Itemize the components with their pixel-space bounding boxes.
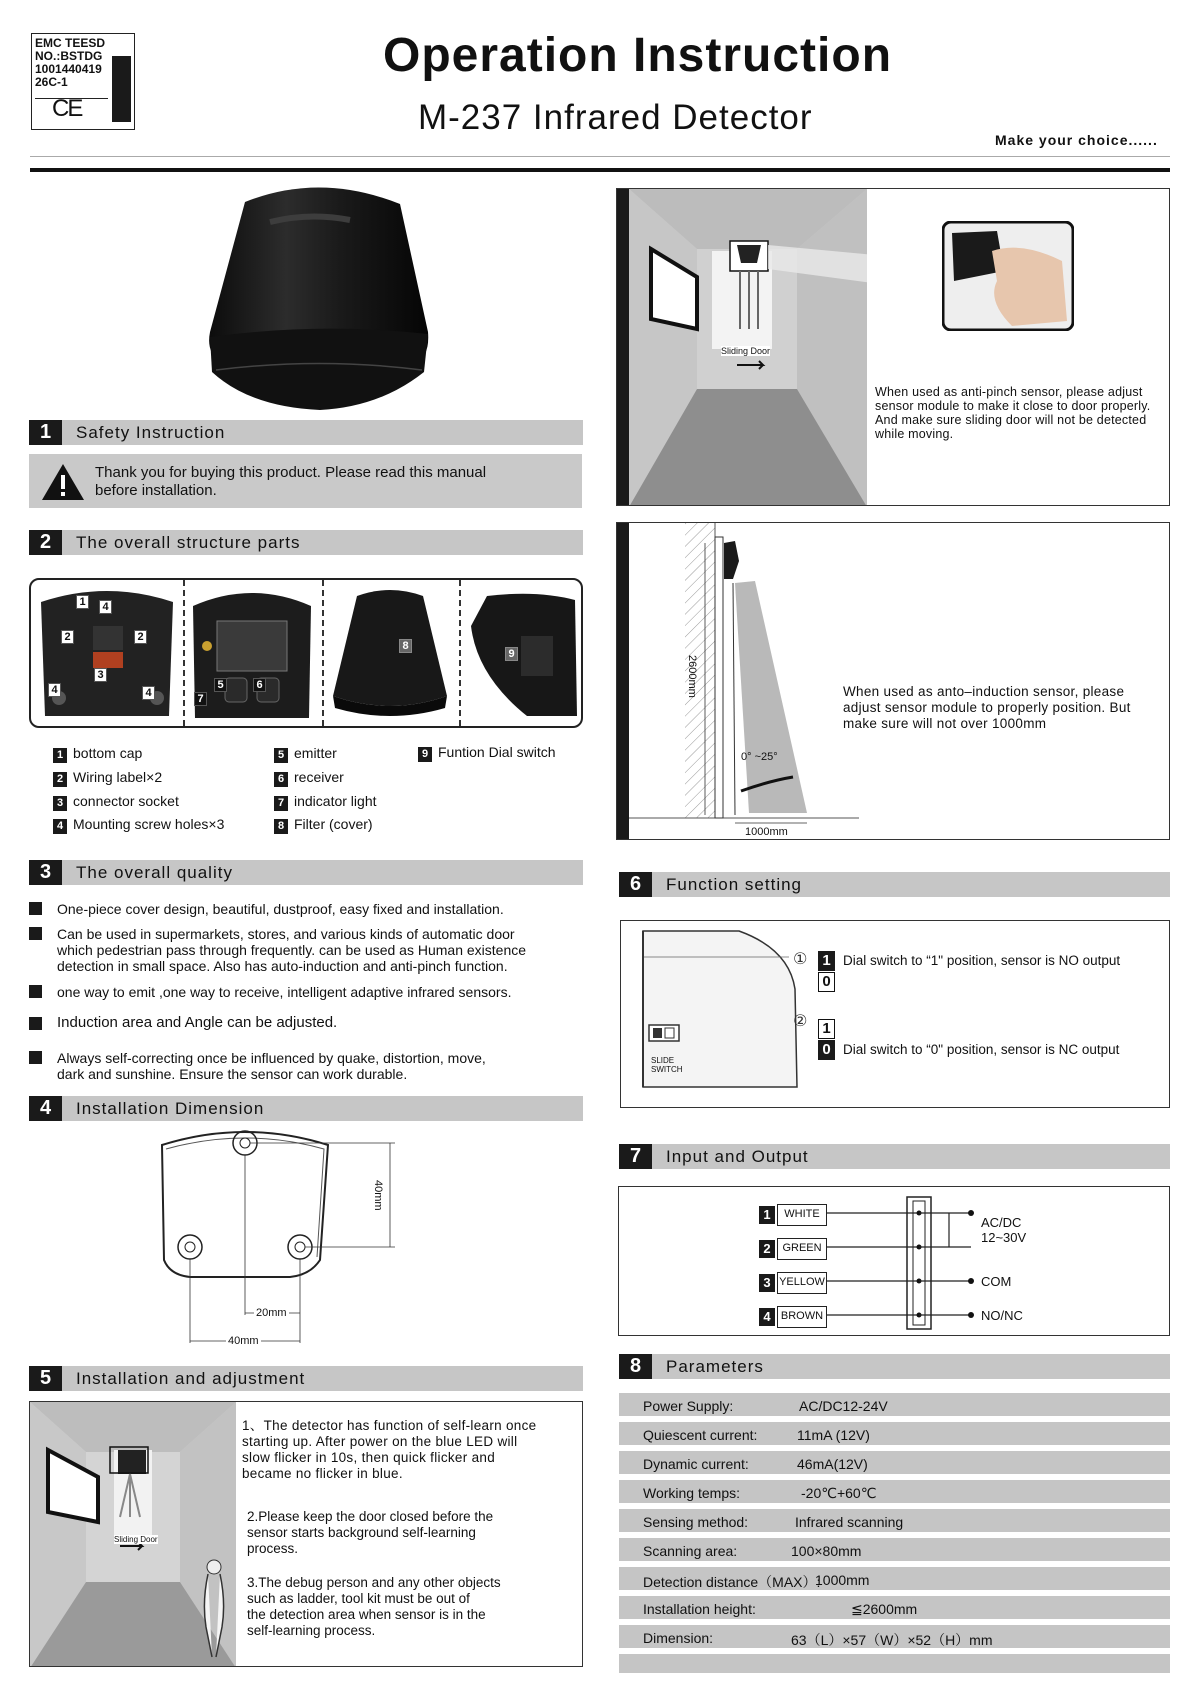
tagline: Make your choice......: [995, 132, 1158, 148]
section-label: The overall structure parts: [76, 533, 301, 552]
divider: [183, 580, 185, 726]
output-nonc: NO/NC: [981, 1308, 1023, 1323]
parameter-row: Dimension: 63（L）×57（W）×52（H）mm: [619, 1622, 1170, 1648]
height-label: 2600mm: [686, 655, 698, 698]
part-number-tag: 5: [214, 678, 227, 692]
dial-position-selected: 0: [818, 1040, 835, 1060]
door-label: Sliding Door: [721, 346, 771, 356]
dial-position-selected: 1: [818, 951, 835, 971]
certification-box: [31, 33, 135, 130]
quality-item: Induction area and Angle can be adjusted.: [29, 1015, 589, 1035]
inside-photo: [189, 586, 315, 720]
section-number: 3: [29, 860, 62, 885]
safety-text: before installation.: [95, 482, 217, 499]
section-number: 6: [619, 872, 652, 897]
cert-line: 1001440419: [35, 62, 102, 76]
section-label: Installation Dimension: [76, 1099, 265, 1118]
cert-line: EMC TEESD: [35, 36, 106, 50]
dial-position: 0: [818, 972, 835, 992]
option-marker: ①: [793, 951, 808, 968]
slide-switch-label: SLIDE SWITCH: [651, 1056, 683, 1074]
install-step-2: 2.Please keep the door closed before the sensor starts background self-learning process.: [247, 1509, 494, 1556]
output-com: COM: [981, 1274, 1012, 1289]
induction-text: When used as anto–induction sensor, please adjust sensor module to properly position. But make sure will not over 1000mm: [843, 684, 1131, 731]
anti-pinch-panel: [616, 188, 1170, 506]
page-subtitle: M-237 Infrared Detector: [418, 98, 813, 137]
legend-item: 1 bottom cap: [53, 745, 224, 769]
parameter-row: [619, 1651, 1170, 1673]
section-number: 2: [29, 530, 62, 555]
output-acdc: AC/DC 12~30V: [981, 1215, 1027, 1245]
section-header-structure: [29, 530, 583, 555]
part-number-tag: 4: [99, 600, 112, 614]
io-panel: [618, 1186, 1170, 1336]
legend-item: 8 Filter (cover): [274, 816, 377, 840]
parameter-row: Power Supply: AC/DC12-24V: [619, 1390, 1170, 1416]
product-photo: [200, 182, 440, 414]
function-panel: [620, 920, 1170, 1108]
section-number: 1: [29, 420, 62, 445]
legend-item: 9 Funtion Dial switch: [418, 744, 556, 762]
section-label: Parameters: [666, 1357, 764, 1376]
legend-item: 5 emitter: [274, 745, 377, 769]
legend-item: 7 indicator light: [274, 793, 377, 816]
wire-row: 4 BROWN: [759, 1306, 827, 1328]
section-label: Safety Instruction: [76, 423, 226, 442]
section-header-io: [619, 1144, 1170, 1169]
wiring-diagram: [619, 1187, 1170, 1336]
section-header-function: [619, 872, 1170, 897]
warning-icon: [41, 462, 85, 502]
part-number-tag: 4: [142, 686, 155, 700]
dial-position: 1: [818, 1019, 835, 1039]
parameter-row: Working temps: -20℃+60℃: [619, 1477, 1170, 1503]
wire-row: 2 GREEN: [759, 1238, 827, 1260]
cert-line: NO.:BSTDG: [35, 49, 103, 63]
parameter-row: Detection distance（MAX）: 1000mm: [619, 1564, 1170, 1590]
safety-notice: [29, 454, 582, 508]
legend-item: 4 Mounting screw holes×3: [53, 816, 224, 840]
dimension-half: 20mm: [256, 1307, 287, 1319]
section-number: 5: [29, 1366, 62, 1391]
installation-panel: [29, 1401, 583, 1667]
option-marker: ②: [793, 1013, 808, 1030]
anti-pinch-text: When used as anti-pinch sensor, please adjust sensor module to make it close to door properly. And make sure sliding door will not be detected while moving.: [875, 385, 1151, 441]
part-number-tag: 6: [253, 678, 266, 692]
part-number-tag: 1: [76, 595, 89, 609]
part-number-tag: 8: [399, 639, 412, 653]
wall-diagram: [629, 523, 859, 840]
parameter-row: Scanning area: 100×80mm: [619, 1535, 1170, 1561]
section-header-dimension: [29, 1096, 583, 1121]
option-text: Dial switch to “0" position, sensor is NC output: [843, 1042, 1120, 1057]
parts-legend-col2: [274, 745, 377, 840]
anti-induction-panel: [616, 522, 1170, 840]
divider: [459, 580, 461, 726]
dimension-width: 40mm: [228, 1335, 259, 1347]
parts-legend-col1: [53, 745, 224, 840]
structure-photos: [29, 578, 583, 728]
parameter-row: Dynamic current: 46mA(12V): [619, 1448, 1170, 1474]
part-number-tag: 7: [194, 692, 207, 706]
sensor-side-drawing: [639, 929, 809, 1101]
cert-line: 26C-1: [35, 75, 68, 89]
install-step-1: 1、The detector has function of self-learn once starting up. After power on the blue LED will slow flicker in 10s, then quick flicker and became no flicker in blue.: [242, 1418, 537, 1481]
divider: [322, 580, 324, 726]
divider: [30, 156, 1170, 157]
part-number-tag: 4: [48, 683, 61, 697]
quality-item: Can be used in supermarkets, stores, and various kinds of automatic door which pedestrian pass through frequently. can be used as Human existence detection in small space. Also has auto-induction and anti-pinch function.: [29, 926, 589, 976]
section-label: Input and Output: [666, 1147, 809, 1166]
section-number: 4: [29, 1096, 62, 1121]
section-label: Installation and adjustment: [76, 1369, 306, 1388]
door-label: Sliding Door: [114, 1535, 158, 1544]
install-step-3: 3.The debug person and any other objects such as ladder, tool kit must be out of the detection area when sensor is in the self-learning process.: [247, 1575, 501, 1638]
width-label: 1000mm: [745, 826, 788, 838]
angle-label: 0° ~25°: [741, 751, 778, 763]
dimension-height: 40mm: [372, 1180, 384, 1211]
side-photo: [467, 586, 583, 720]
legend-item: 6 receiver: [274, 769, 377, 793]
quality-item: Always self-correcting once be influenced by quake, distortion, move, dark and sunshine. Ensure the sensor can work durable.: [29, 1050, 589, 1084]
wire-row: 3 YELLOW: [759, 1272, 827, 1294]
parameter-row: Sensing method: Infrared scanning: [619, 1506, 1170, 1532]
section-label: The overall quality: [76, 863, 233, 882]
page-title: Operation Instruction: [383, 29, 893, 82]
option-text: Dial switch to “1" position, sensor is NO output: [843, 953, 1121, 968]
ce-mark: CE: [52, 95, 82, 122]
parameter-row: Quiescent current: 11mA (12V): [619, 1419, 1170, 1445]
cover-photo: [327, 586, 453, 720]
section-number: 8: [619, 1354, 652, 1379]
legend-item: 2 Wiring label×2: [53, 769, 224, 793]
legend-item: 3 connector socket: [53, 793, 224, 816]
section-header-safety: [29, 420, 583, 445]
part-number-tag: 9: [505, 647, 518, 661]
cert-bar: [112, 56, 131, 122]
section-header-parameters: [619, 1354, 1170, 1379]
safety-text: Thank you for buying this product. Please read this manual: [95, 464, 487, 481]
divider: [30, 168, 1170, 172]
section-header-installation: [29, 1366, 583, 1391]
section-header-quality: [29, 860, 583, 885]
part-number-tag: 2: [61, 630, 74, 644]
part-number-tag: 3: [94, 668, 107, 682]
wire-row: 1 WHITE: [759, 1204, 827, 1226]
part-number-tag: 2: [134, 630, 147, 644]
section-label: Function setting: [666, 875, 803, 894]
quality-item: One-piece cover design, beautiful, dustproof, easy fixed and installation.: [29, 901, 589, 919]
hand-adjusting-photo: [942, 221, 1074, 331]
quality-item: one way to emit ,one way to receive, intelligent adaptive infrared sensors.: [29, 984, 589, 1002]
parameter-row: Installation height: ≦2600mm: [619, 1593, 1170, 1619]
section-number: 7: [619, 1144, 652, 1169]
parts-legend-col3: [418, 744, 556, 762]
